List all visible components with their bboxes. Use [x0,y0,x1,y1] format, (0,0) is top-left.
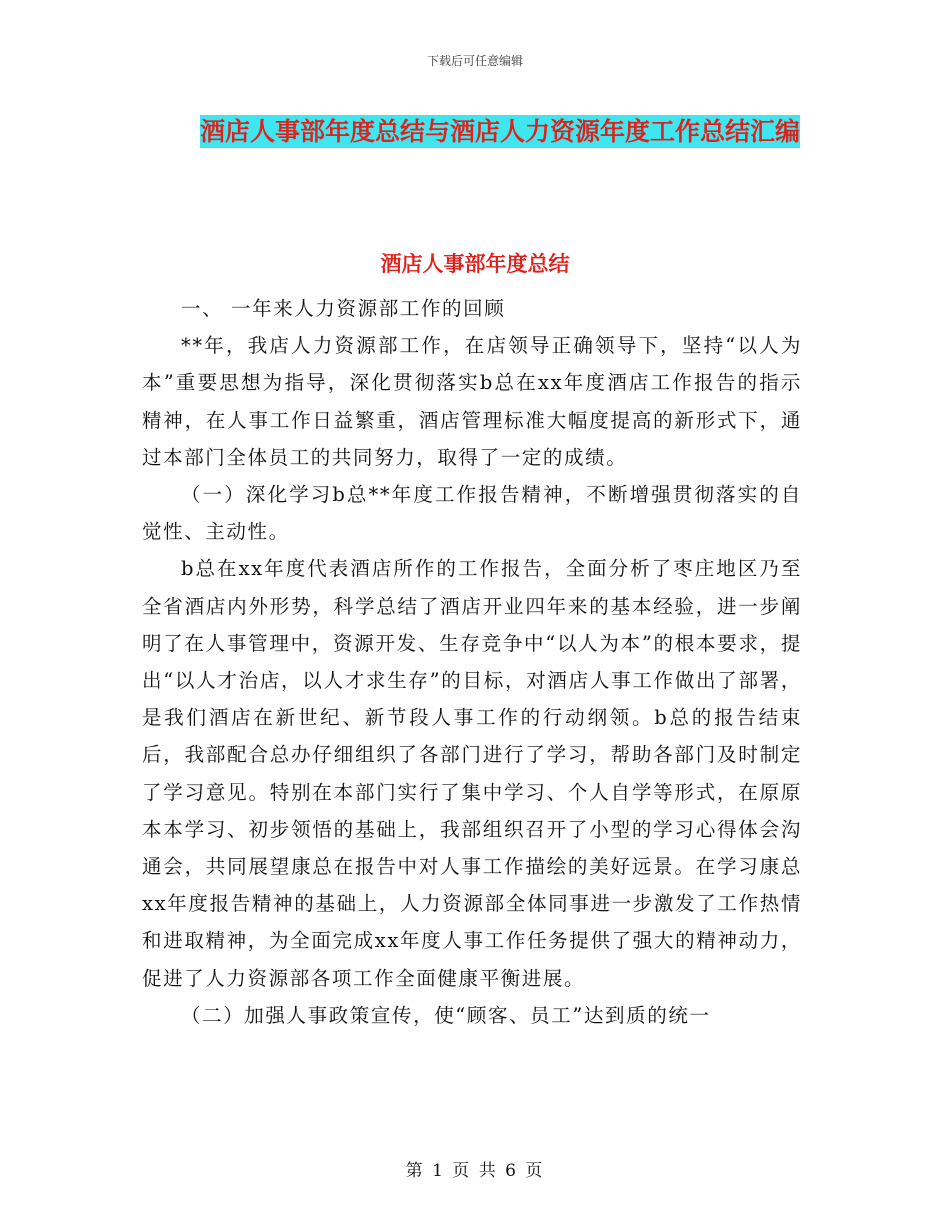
section-title: 酒店人事部年度总结 [380,252,570,276]
document-title-text: 酒店人事部年度总结与酒店人力资源年度工作总结汇编 [199,117,800,146]
body-paragraph-heading: 一、 一年来人力资源部工作的回顾 [181,297,506,320]
document-body [142,290,802,1034]
body-paragraph-subheading: （二）加强人事政策宣传，使“顾客、员工”达到质的统一 [181,1003,711,1027]
page-header-note: 下载后可任意编辑 [426,54,523,68]
body-paragraph: **年，我店人力资源部工作，在店领导正确领导下，坚持“以人为本”重要思想为指导，深化贯彻落实b总在xx年度酒店工作报告的指示精神，在人事工作日益繁重，酒店管理标准大幅度提高的新形式下，通过本部门全体员工的共同努力，取得了一定的成绩。 [142,334,802,469]
document-title [100,108,900,156]
body-paragraph: b总在xx年度代表酒店所作的工作报告，全面分析了枣庄地区乃至全省酒店内外形势，科学总结了酒店开业四年来的基本经验，进一步阐明了在人事管理中，资源开发、生存竞争中“以人为本”的根本要求，提出“以人才治店，以人才求生存”的目标，对酒店人事工作做出了部署，是我们酒店在新世纪、新节段人事工作的行动纲领。b总的报告结束后，我部配合总办仔细组织了各部门进行了学习，帮助各部门及时制定了学习意见。特别在本部门实行了集中学习、个人自学等形式，在原原本本学习、初步领悟的基础上，我部组织召开了小型的学习心得体会沟通会，共同展望康总在报告中对人事工作描绘的美好远景。在学习康总xx年度报告精神的基础上，人力资源部全体同事进一步激发了工作热情和进取精神，为全面完成xx年度人事工作任务提供了强大的精神动力，促进了人力资源部各项工作全面健康平衡进展。 [142,557,802,990]
page-number: 第 1 页 共 6 页 [405,1161,545,1181]
body-paragraph-subheading: （一）深化学习b总**年度工作报告精神，不断增强贯彻落实的自觉性、主动性。 [142,483,802,544]
